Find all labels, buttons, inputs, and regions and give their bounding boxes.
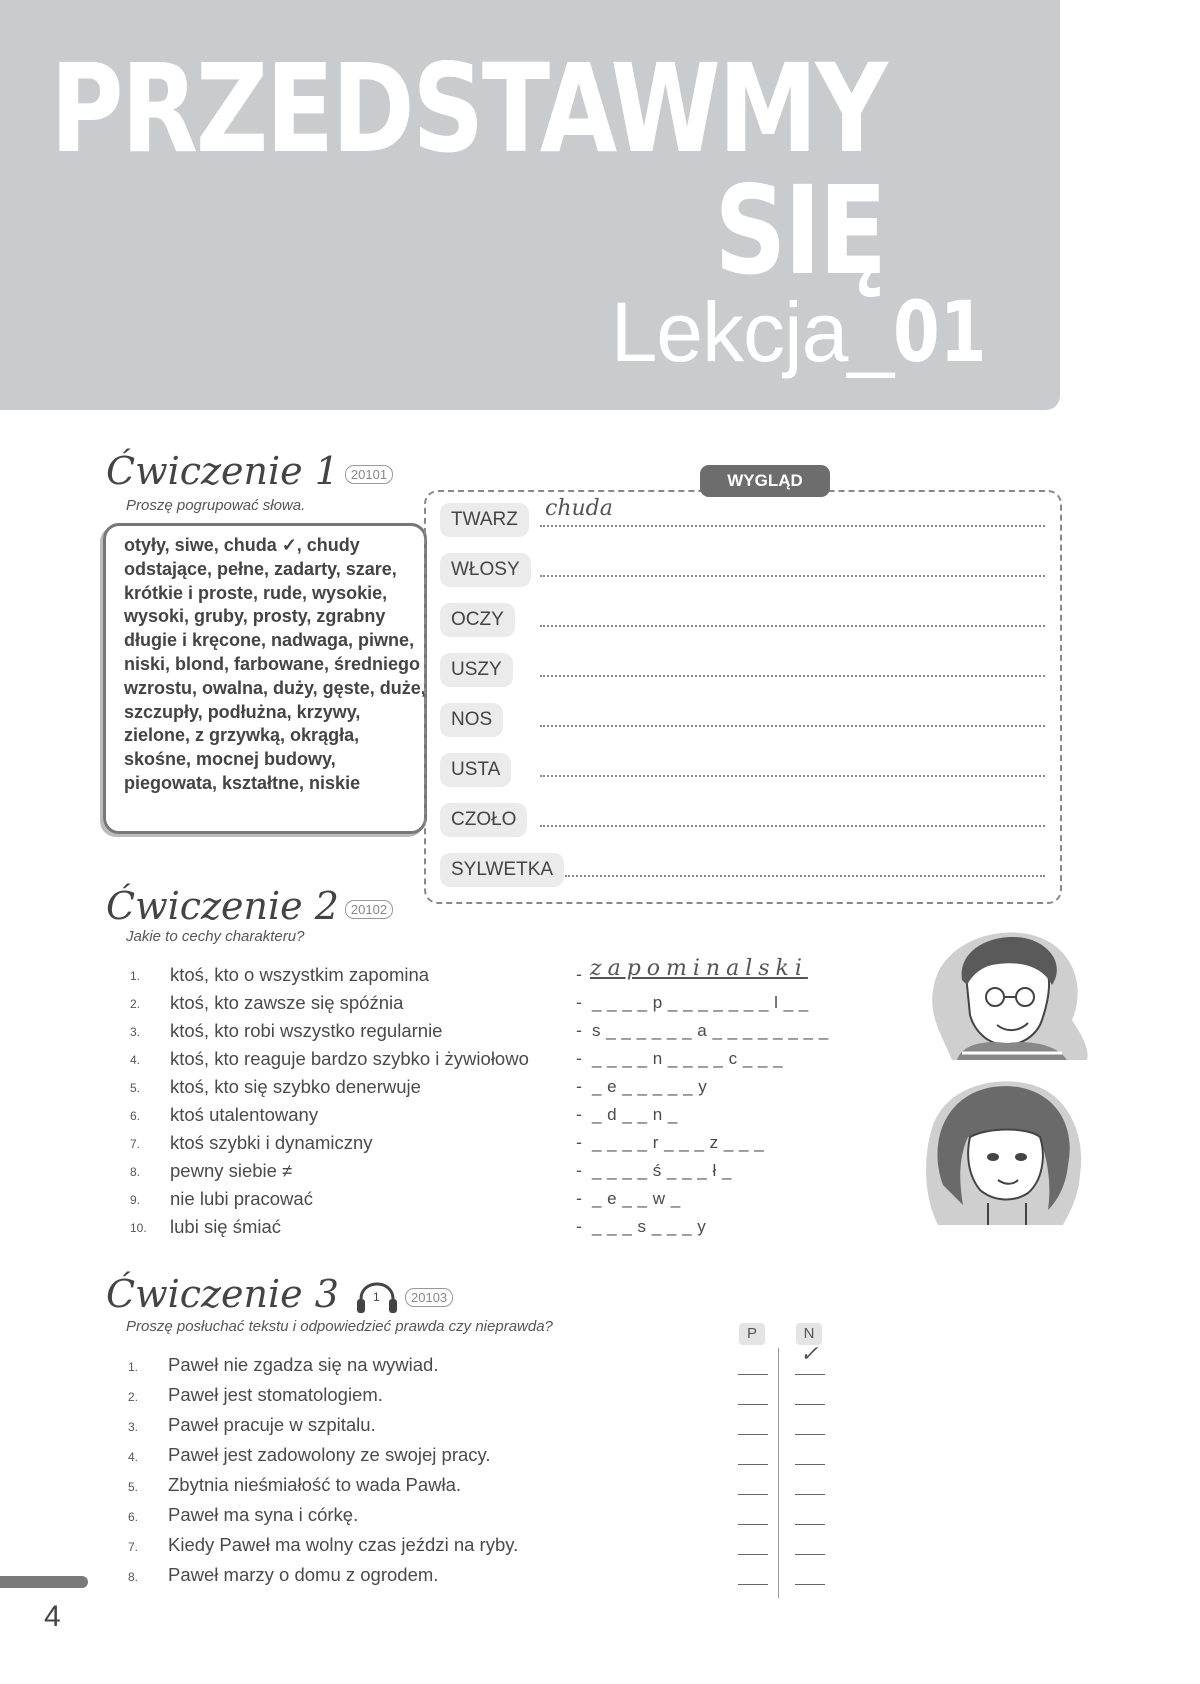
ex3-true-answer[interactable] [738, 1524, 768, 1525]
category-oczy: OCZY [440, 603, 515, 637]
woman-illustration [918, 1075, 1088, 1225]
lesson-label [610, 283, 1010, 381]
ex3-item: Paweł jest stomatologiem. [168, 1384, 383, 1405]
ex3-item: Kiedy Paweł ma wolny czas jeździ na ryby. [168, 1534, 519, 1555]
answer-line-czolo[interactable] [540, 825, 1045, 827]
ex3-item: Paweł ma syna i córkę. [168, 1504, 359, 1525]
answer-line-oczy[interactable] [540, 625, 1045, 627]
ex3-false-answer[interactable] [795, 1554, 825, 1555]
ex2-dash: - [576, 1188, 582, 1208]
page-tab [0, 1576, 88, 1588]
column-true-header: P [739, 1323, 765, 1345]
ex3-number: 5. [128, 1480, 139, 1494]
ex2-number: 6. [130, 1109, 141, 1123]
true-false-divider [778, 1348, 779, 1598]
ex2-blank[interactable]: _ e _ _ w _ [592, 1189, 681, 1208]
ex2-item: nie lubi pracować [170, 1188, 313, 1209]
ex3-item: Paweł jest zadowolony ze swojej pracy. [168, 1444, 491, 1465]
ex2-dash: - [576, 992, 582, 1012]
answer-line-sylwetka[interactable] [565, 875, 1045, 877]
ex3-number: 8. [128, 1570, 139, 1584]
ex3-number: 4. [128, 1450, 139, 1464]
ex3-item: Paweł pracuje w szpitalu. [168, 1414, 376, 1435]
ex2-number: 9. [130, 1193, 141, 1207]
ex3-true-answer[interactable] [738, 1554, 768, 1555]
answer-line-wlosy[interactable] [540, 575, 1045, 577]
ex3-false-answer[interactable] [795, 1464, 825, 1465]
exercise3-instruction: Proszę posłuchać tekstu i odpowiedzieć prawda czy nieprawda? [126, 1318, 553, 1335]
ex3-item: Zbytnia nieśmiałość to wada Pawła. [168, 1474, 462, 1495]
headphones-icon [355, 1281, 399, 1315]
ex2-dash: - [576, 1104, 582, 1124]
ex2-number: 2. [130, 997, 141, 1011]
category-sylwetka: SYLWETKA [440, 853, 564, 887]
category-czolo: CZOŁO [440, 803, 527, 837]
exercise2-code: 20102 [345, 900, 393, 919]
ex3-false-answer[interactable] [795, 1494, 825, 1495]
ex2-number: 7. [130, 1137, 141, 1151]
ex2-item: ktoś szybki i dynamiczny [170, 1132, 373, 1153]
ex3-false-answer[interactable] [795, 1404, 825, 1405]
ex2-blank[interactable]: _ _ _ _ n _ _ _ _ c _ _ _ [592, 1049, 784, 1068]
exercise2-title: Ćwiczenie 2 [106, 884, 339, 928]
exercise2-heading [106, 884, 393, 928]
ex3-number: 7. [128, 1540, 139, 1554]
ex2-blank[interactable]: _ _ _ s _ _ _ y [592, 1217, 707, 1236]
ex3-true-answer[interactable] [738, 1404, 768, 1405]
ex3-false-answer[interactable] [795, 1524, 825, 1525]
page-title-line1: PRZEDSTAWMY [49, 38, 885, 180]
word-bank-text: otyły, siwe, chuda ✓, chudy odstające, pełne, zadarty, szare, krótkie i proste, rude, wysokie, wysoki, gruby, prosty, zgrabny długie i kręcone, nadwaga, piwne, niski, blond, farbowane, średniego wzrostu, owalna, duży, gęste, duże, szczupły, podłużna, krzywy, zielone, z grzywką, okrągła, skośne, mocnej budowy, piegowata, kształtne, niskie [124, 535, 426, 793]
ex3-number: 3. [128, 1420, 139, 1434]
lesson-number: 01 [893, 283, 987, 381]
ex2-number: 3. [130, 1025, 141, 1039]
answer-line-nos[interactable] [540, 725, 1045, 727]
checkmark-icon: ✓ [800, 1342, 819, 1367]
ex2-item: ktoś, kto zawsze się spóźnia [170, 992, 404, 1013]
category-uszy: USZY [440, 653, 513, 687]
lesson-word: Lekcja_ [610, 285, 894, 379]
ex2-item: ktoś utalentowany [170, 1104, 319, 1125]
exercise1-instruction: Proszę pogrupować słowa. [126, 497, 306, 514]
example-answer-twarz: chuda [545, 496, 613, 521]
ex3-number: 2. [128, 1390, 139, 1404]
ex3-false-answer[interactable] [795, 1434, 825, 1435]
exercise1-code: 20101 [345, 465, 393, 484]
exercise3-heading [106, 1272, 453, 1316]
ex2-blank[interactable]: s _ _ _ _ _ _ a _ _ _ _ _ _ _ _ [592, 1021, 829, 1040]
column-false-header: N [796, 1323, 822, 1345]
answer-line-usta[interactable] [540, 775, 1045, 777]
ex3-item: Paweł nie zgadza się na wywiad. [168, 1354, 439, 1375]
ex3-true-answer[interactable] [738, 1464, 768, 1465]
ex2-item: pewny siebie ≠ [170, 1160, 293, 1181]
ex3-true-answer[interactable] [738, 1434, 768, 1435]
exercise3-title: Ćwiczenie 3 [106, 1272, 339, 1316]
ex2-dash: - [576, 1132, 582, 1152]
ex3-item: Paweł marzy o domu z ogrodem. [168, 1564, 439, 1585]
ex2-dash: - [576, 964, 582, 984]
ex2-blank[interactable]: _ e _ _ _ _ _ y [592, 1077, 708, 1096]
ex3-true-answer[interactable] [738, 1374, 768, 1375]
exercise1-heading [106, 449, 393, 493]
exercise2-instruction: Jakie to cechy charakteru? [126, 928, 305, 945]
man-illustration [922, 925, 1092, 1060]
ex3-false-answer[interactable] [795, 1584, 825, 1585]
ex2-item: lubi się śmiać [170, 1216, 282, 1237]
ex2-example-answer: zapominalski [590, 956, 808, 981]
exercise3-code: 20103 [405, 1288, 453, 1307]
ex2-number: 1. [130, 969, 141, 983]
ex3-true-answer[interactable] [738, 1584, 768, 1585]
category-usta: USTA [440, 753, 511, 787]
ex2-number: 8. [130, 1165, 141, 1179]
ex2-dash: - [576, 1020, 582, 1040]
category-wlosy: WŁOSY [440, 553, 531, 587]
ex2-dash: - [576, 1216, 582, 1236]
track-number: 1 [373, 1289, 380, 1304]
ex2-item: ktoś, kto reaguje bardzo szybko i żywiołowo [170, 1048, 529, 1069]
ex2-dash: - [576, 1048, 582, 1068]
appearance-panel-label: WYGLĄD [700, 465, 830, 497]
ex2-number: 4. [130, 1053, 141, 1067]
ex2-item: ktoś, kto o wszystkim zapomina [170, 964, 430, 985]
ex2-number: 5. [130, 1081, 141, 1095]
ex3-number: 6. [128, 1510, 139, 1524]
ex2-item: ktoś, kto się szybko denerwuje [170, 1076, 421, 1097]
ex2-dash: - [576, 1160, 582, 1180]
category-nos: NOS [440, 703, 503, 737]
exercise1-title: Ćwiczenie 1 [106, 449, 339, 493]
ex3-true-answer[interactable] [738, 1494, 768, 1495]
ex2-blank[interactable]: _ d _ _ n _ [592, 1105, 678, 1124]
category-twarz: TWARZ [440, 503, 529, 537]
ex2-dash: - [576, 1076, 582, 1096]
ex2-blank[interactable]: _ _ _ _ r _ _ _ z _ _ _ [592, 1133, 765, 1152]
ex2-item: ktoś, kto robi wszystko regularnie [170, 1020, 443, 1041]
ex2-blank[interactable]: _ _ _ _ p _ _ _ _ _ _ _ l _ _ [592, 993, 809, 1012]
ex3-number: 1. [128, 1360, 139, 1374]
answer-line-uszy[interactable] [540, 675, 1045, 677]
page-number: 4 [44, 1600, 61, 1633]
ex3-false-answer[interactable] [795, 1374, 825, 1375]
ex2-number: 10. [130, 1221, 147, 1235]
ex2-blank[interactable]: _ _ _ _ ś _ _ _ ł _ [592, 1161, 732, 1180]
page-title-line2: SIĘ [714, 160, 885, 302]
answer-line-twarz[interactable] [540, 525, 1045, 527]
